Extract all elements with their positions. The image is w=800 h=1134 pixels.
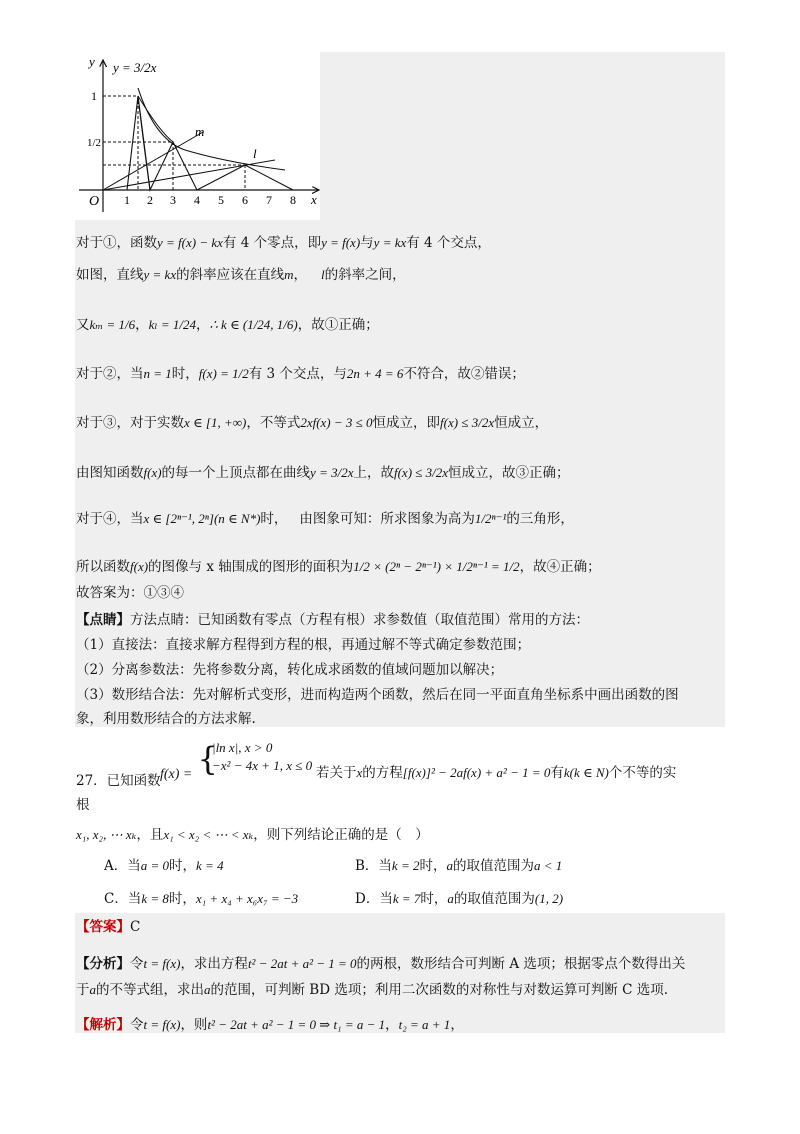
- option-c[interactable]: C．当k = 8时，x₁ + x₄ + x₆x₇ = −3: [104, 891, 299, 907]
- x-tick: 1: [124, 193, 130, 207]
- explain-line: 【解析】令t = f(x)，则t² − 2at + a² − 1 = 0 ⇒ t₁ = a − 1，t₂ = a + 1，: [76, 1017, 464, 1033]
- q27-line3: x₁, x₂, ⋯ xₖ，且x₁ < x₂ < ⋯ < xₖ，则下列结论正确的是（ ）: [76, 827, 429, 843]
- analysis-line1: 【分析】令t = f(x)，求出方程t² − 2at + a² − 1 = 0的两根，数形结合可判断 A 选项；根据零点个数得出关: [76, 956, 686, 972]
- line-l-label: l: [253, 146, 257, 161]
- tips-method-3b: 象，利用数形结合的方法求解.: [76, 711, 256, 727]
- q27-case1: |ln x|, x > 0: [212, 740, 273, 755]
- line-m-label: m: [195, 124, 205, 139]
- sol3-line1: 对于③，对于实数x ∈ [1, +∞)，不等式2xf(x) − 3 ≤ 0恒成立，即f(x) ≤ 3/2x恒成立，: [76, 415, 549, 431]
- sol3-line2: 由图知函数f(x)的每一个上顶点都在曲线y = 3/2x上，故f(x) ≤ 3/2x恒成立，故③正确；: [76, 465, 570, 481]
- sol4-line1: 对于④，当x ∈ [2ⁿ⁻¹, 2ⁿ](n ∈ N*)时， 由图象可知：所求图象为高为1/2ⁿ⁻¹的三角形，: [76, 511, 574, 527]
- x-tick: 7: [266, 193, 272, 207]
- sol1-line2: 如图，直线y = kx的斜率应该在直线m， l的斜率之间，: [76, 267, 406, 283]
- solution-shading-right: [320, 52, 725, 220]
- x-tick: 5: [218, 193, 224, 207]
- sol1-line3: 又kₘ = 1/6，kₗ = 1/24，∴ k ∈ (1/24, 1/6)，故①正确；: [76, 317, 379, 333]
- x-tick: 4: [194, 193, 200, 207]
- x-tick: 6: [242, 193, 248, 207]
- graph-func-label: y = 3/2x: [113, 60, 157, 75]
- x-tick: 8: [290, 193, 296, 207]
- option-a[interactable]: A．当a = 0时，k = 4: [104, 858, 224, 874]
- analysis-line2: 于a的不等式组，求出a的范围，可判断 BD 选项；利用二次函数的对称性与对数运算可判断 C 选项.: [76, 982, 669, 998]
- q27-line1b: 若关于x的方程[f(x)]² − 2af(x) + a² − 1 = 0有k(k ∈ N)个不等的实: [316, 765, 677, 781]
- tips-method-3a: （3）数形结合法：先对解析式变形，进而构造两个函数，然后在同一平面直角坐标系中画出函数的图: [76, 687, 679, 703]
- tips-intro: 【点睛】方法点睛：已知函数有零点（方程有根）求参数值（取值范围）常用的方法：: [76, 612, 589, 628]
- option-b[interactable]: B．当k = 2时，a的取值范围为a < 1: [355, 858, 563, 874]
- origin-label: O: [89, 194, 100, 209]
- sol4-line2: 所以函数f(x)的图像与 x 轴围成的图形的面积为1/2 × (2ⁿ − 2ⁿ⁻¹) × 1/2ⁿ⁻¹ = 1/2，故④正确；: [76, 559, 601, 575]
- answer-shading: [75, 913, 725, 1033]
- tips-method-2: （2）分离参数法：先将参数分离，转化成求函数的值域问题加以解决；: [76, 662, 504, 678]
- answer-27: 【答案】C: [76, 919, 141, 935]
- y-tick-half: 1/2: [87, 137, 102, 149]
- q27-line2: 根: [76, 797, 90, 813]
- option-d[interactable]: D．当k = 7时，a的取值范围为(1, 2): [355, 891, 564, 907]
- y-axis-label: y: [89, 54, 95, 69]
- x-tick: 3: [170, 193, 176, 207]
- answer-line: 故答案为：①③④: [76, 585, 184, 601]
- q27-piecewise: f(x) = {: [160, 740, 218, 782]
- q27-case2: −x² − 4x + 1, x ≤ 0: [212, 758, 313, 773]
- sol2-line: 对于②，当n = 1时，f(x) = 1/2有 3 个交点，与2n + 4 = 6不符合，故②错误；: [76, 366, 525, 382]
- q27-line1: 27．已知函数: [76, 773, 161, 789]
- y-tick-1: 1: [91, 89, 97, 103]
- x-axis-label: x: [311, 192, 317, 207]
- function-graph: [75, 52, 325, 220]
- x-tick: 2: [147, 193, 153, 207]
- tips-method-1: （1）直接法：直接求解方程得到方程的根，再通过解不等式确定参数范围；: [76, 637, 531, 653]
- sol1-line1: 对于①，函数y = f(x) − kx有 4 个零点，即y = f(x)与y = kx有 4 个交点，: [76, 235, 491, 251]
